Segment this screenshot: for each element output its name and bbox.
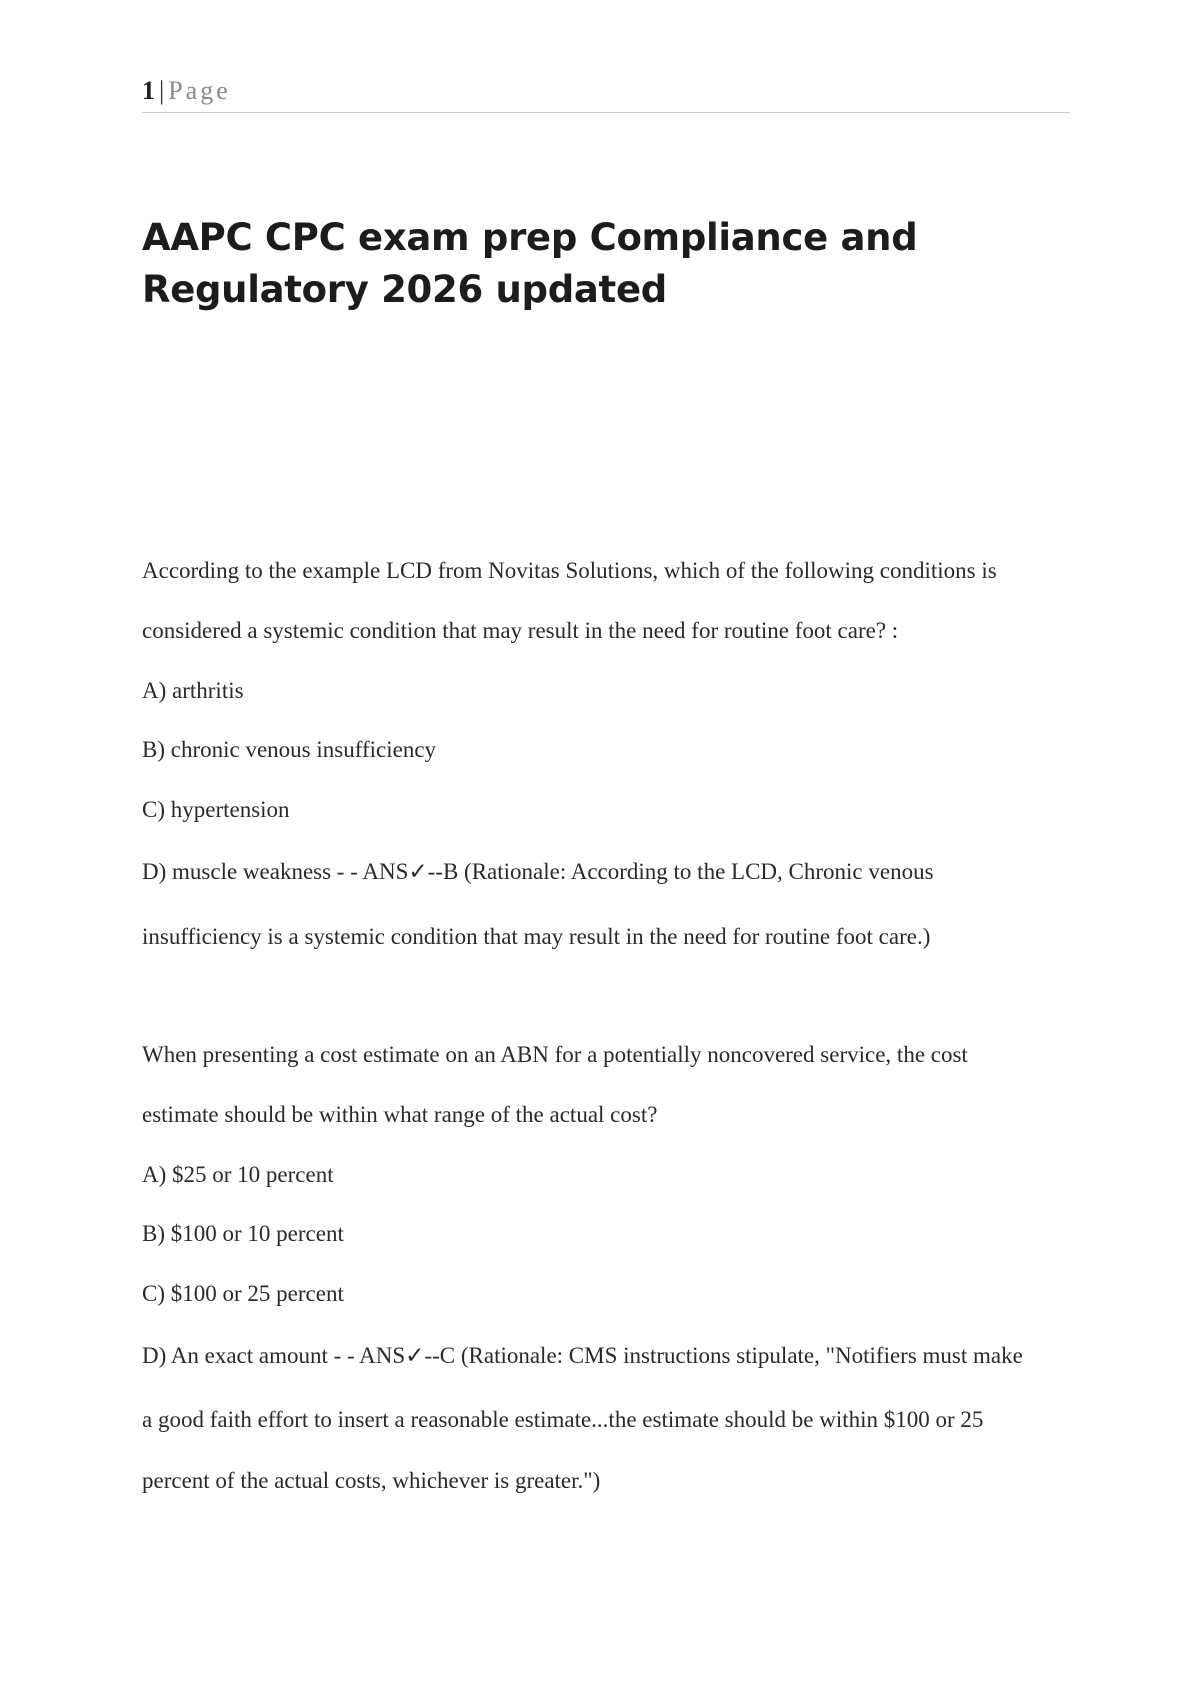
question-1-rationale-cont: insufficiency is a systemic condition that may result in the need for routine foot care.) xyxy=(142,924,931,949)
question-1-option-b: B) chronic venous insufficiency xyxy=(142,737,437,762)
page-header xyxy=(142,74,1070,113)
page-number: 1 xyxy=(142,76,155,105)
question-2-option-c: C) $100 or 25 percent xyxy=(142,1281,344,1306)
page-label: Page xyxy=(168,76,231,105)
question-2-option-a: A) $25 or 10 percent xyxy=(142,1162,334,1187)
question-1-stem-line-1: According to the example LCD from Novitas Solutions, which of the following conditions is xyxy=(142,558,997,583)
question-2-rationale-cont-1: a good faith effort to insert a reasonable estimate...the estimate should be within $100 or 25 xyxy=(142,1407,984,1432)
question-1-option-c: C) hypertension xyxy=(142,797,290,822)
header-separator: | xyxy=(159,76,165,105)
question-1-stem-line-2: considered a systemic condition that may result in the need for routine foot care? : xyxy=(142,618,899,643)
question-2-option-d-answer: D) An exact amount - - ANS✓--C (Rationale: CMS instructions stipulate, "Notifiers must make xyxy=(142,1343,1023,1368)
question-2-option-b: B) $100 or 10 percent xyxy=(142,1221,344,1246)
question-1-option-a: A) arthritis xyxy=(142,678,244,703)
question-2-stem-line-2: estimate should be within what range of the actual cost? xyxy=(142,1102,658,1127)
question-2-rationale-cont-2: percent of the actual costs, whichever is greater.") xyxy=(142,1468,601,1493)
document-title: AAPC CPC exam prep Compliance and Regulatory 2026 updated xyxy=(142,216,918,311)
question-1-option-d-answer: D) muscle weakness - - ANS✓--B (Rationale: According to the LCD, Chronic venous xyxy=(142,859,934,884)
question-2-stem-line-1: When presenting a cost estimate on an ABN for a potentially noncovered service, the cost xyxy=(142,1042,968,1067)
